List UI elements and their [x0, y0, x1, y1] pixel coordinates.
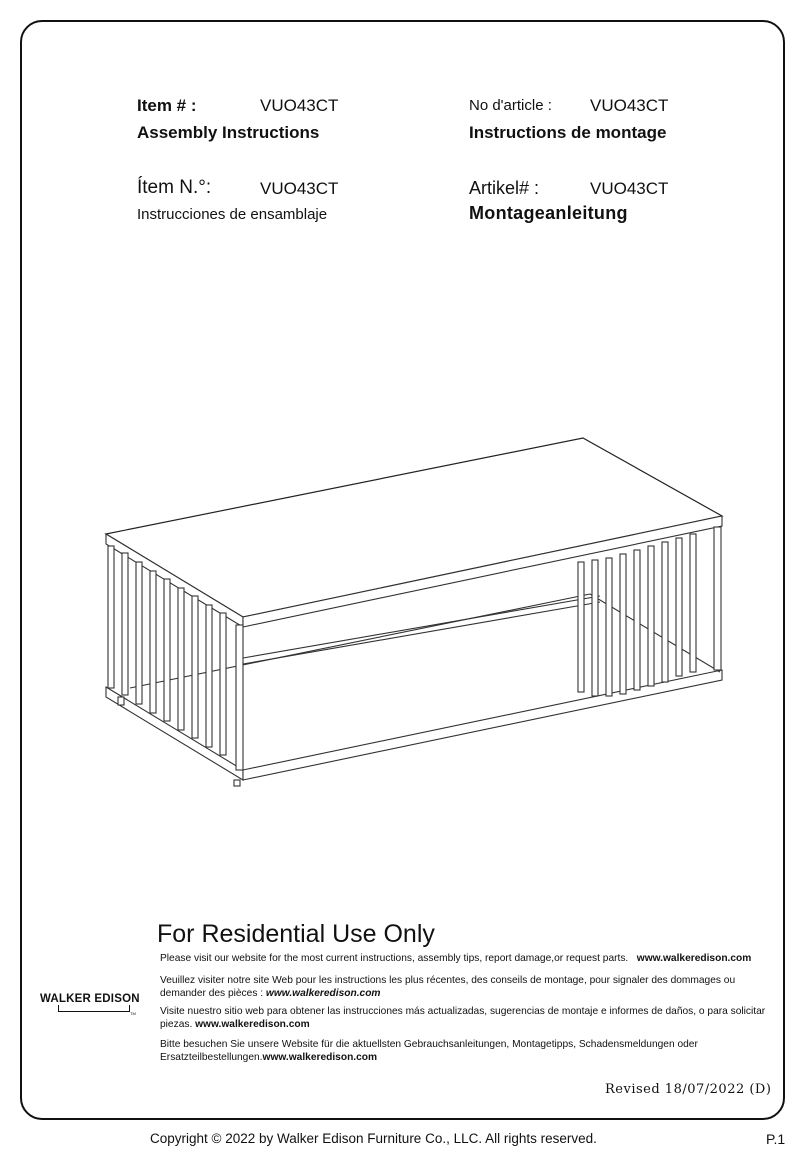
title-de: Montageanleitung — [469, 203, 628, 223]
title-es: Instrucciones de ensamblaje — [137, 206, 328, 223]
item-number-de: VUO43CT — [590, 179, 669, 198]
notice-es-link[interactable]: www.walkeredison.com — [195, 1019, 310, 1030]
notice-fr — [160, 974, 767, 1000]
title-fr: Instructions de montage — [469, 123, 667, 142]
item-number-fr: VUO43CT — [590, 96, 669, 115]
notice-es — [160, 1005, 767, 1031]
item-number-en: VUO43CT — [260, 96, 339, 115]
notice-en-text: Please visit our website for the most current instructions, assembly tips, report damage,or request parts. — [160, 953, 629, 964]
item-label-es: Ítem N.°: — [137, 177, 212, 198]
item-number-es: VUO43CT — [260, 179, 339, 198]
revised-date: Revised 18/07/2022 (D) — [605, 1082, 772, 1097]
coffee-table-illustration — [100, 430, 730, 790]
copyright: Copyright © 2022 by Walker Edison Furniture Co., LLC. All rights reserved. — [150, 1131, 597, 1146]
notice-de-text: Bitte besuchen Sie unsere Website für die aktuellsten Gebrauchsanleitungen, Montagetipps, Schadensmeldungen oder Ersatzteilbestellungen. — [160, 1039, 698, 1063]
item-label-en: Item # : — [137, 96, 197, 115]
notice-en-link[interactable]: www.walkeredison.com — [636, 953, 752, 964]
residential-title: For Residential Use Only — [157, 920, 435, 948]
page-number: P.1 — [766, 1131, 786, 1147]
notice-de-link[interactable]: www.walkeredison.com — [262, 1052, 378, 1063]
notice-fr-link[interactable]: www.walkeredison.com — [265, 988, 381, 999]
logo-underline — [58, 1011, 130, 1012]
item-label-fr: No d'article : — [469, 97, 552, 114]
notice-en — [160, 952, 767, 965]
item-label-de: Artikel# : — [469, 178, 540, 198]
logo-text: WALKER EDISON — [40, 993, 140, 1005]
notice-es-text: Visite nuestro sitio web para obtener las instrucciones más actualizadas, sugerencias de montaje e informes de daños, o para solicitar piezas. — [160, 1006, 766, 1030]
notice-fr-text: Veuillez visiter notre site Web pour les instructions les plus récentes, des conseils de montage, pour signaler des dommages ou demander des pièces : — [160, 975, 736, 999]
logo-tm: TM — [130, 1011, 136, 1016]
title-en: Assembly Instructions — [137, 123, 320, 142]
walker-edison-logo — [40, 990, 140, 1020]
notice-de — [160, 1038, 767, 1064]
